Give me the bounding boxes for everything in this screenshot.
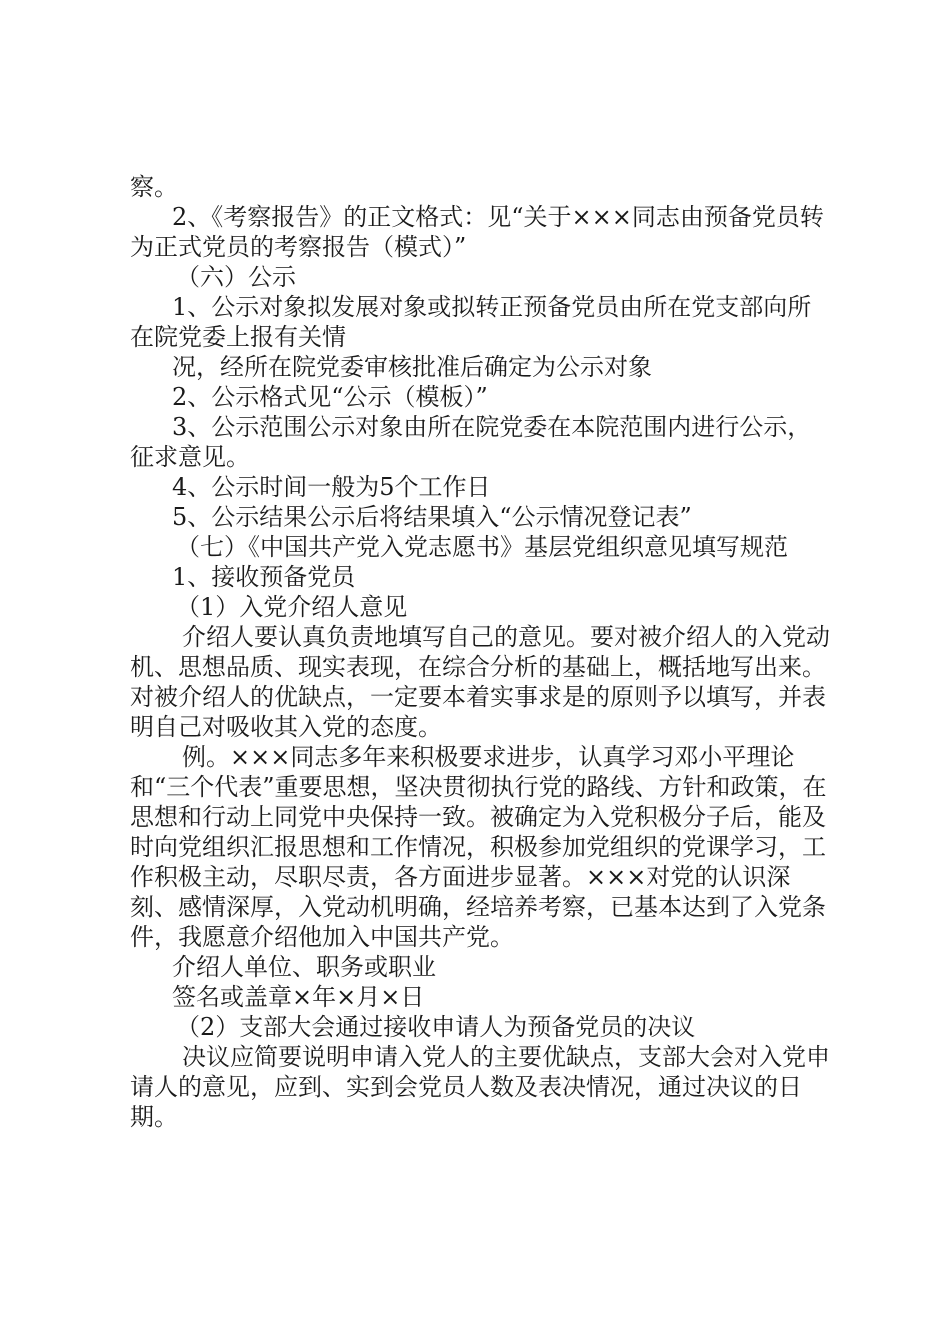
paragraph-introducer-unit: 介绍人单位、职务或职业: [172, 953, 436, 981]
paragraph-introducer-guidance: 介绍人要认真负责地填写自己的意见。要对被介绍人的入党动机、思想品质、现实表现，在综合分析的基础上，概括地写出来。对被介绍人的优缺点，一定要本着实事求是的原则予以填写，并表明自己对吸收其入党的态度。: [130, 623, 830, 741]
paragraph-continuation: 察。: [130, 173, 178, 201]
paragraph-signature-date: 签名或盖章×年×月×日: [172, 983, 425, 1011]
subheading-receive-probationary: 1、接收预备党员: [172, 563, 356, 591]
section-heading-application-form: （七）《中国共产党入党志愿书》基层党组织意见填写规范: [176, 533, 788, 561]
paragraph-publicity-object: 1、公示对象拟发展对象或拟转正预备党员由所在党支部向所在院党委上报有关情: [130, 293, 812, 351]
subheading-branch-resolution: （2）支部大会通过接收申请人为预备党员的决议: [176, 1013, 696, 1041]
paragraph-publicity-object-cont: 况，经所在院党委审核批准后确定为公示对象: [172, 353, 652, 381]
paragraph-publicity-format: 2、公示格式见“公示（模板）”: [172, 383, 488, 411]
paragraph-report-format: 2、《考察报告》的正文格式：见“关于×××同志由预备党员转为正式党员的考察报告（模式）”: [130, 203, 824, 261]
subheading-introducer-opinion: （1）入党介绍人意见: [176, 593, 408, 621]
paragraph-publicity-time: 4、公示时间一般为5个工作日: [172, 473, 491, 501]
section-heading-publicity: （六）公示: [176, 263, 296, 291]
paragraph-publicity-scope: 3、公示范围公示对象由所在院党委在本院范围内进行公示，征求意见。: [130, 413, 812, 471]
paragraph-publicity-result: 5、公示结果公示后将结果填入“公示情况登记表”: [172, 503, 692, 531]
document-body: [130, 172, 830, 1132]
paragraph-example: 例。×××同志多年来积极要求进步，认真学习邓小平理论和“三个代表”重要思想，坚决贯彻执行党的路线、方针和政策，在思想和行动上同党中央保持一致。被确定为入党积极分子后，能及时向党组织汇报思想和工作情况，积极参加党组织的党课学习，工作积极主动，尽职尽责，各方面进步显著。×××对党的认识深刻、感情深厚，入党动机明确，经培养考察，已基本达到了入党条件，我愿意介绍他加入中国共产党。: [130, 743, 827, 951]
paragraph-resolution-guidance: 决议应简要说明申请入党人的主要优缺点，支部大会对入党申请人的意见，应到、实到会党员人数及表决情况，通过决议的日期。: [130, 1043, 830, 1131]
